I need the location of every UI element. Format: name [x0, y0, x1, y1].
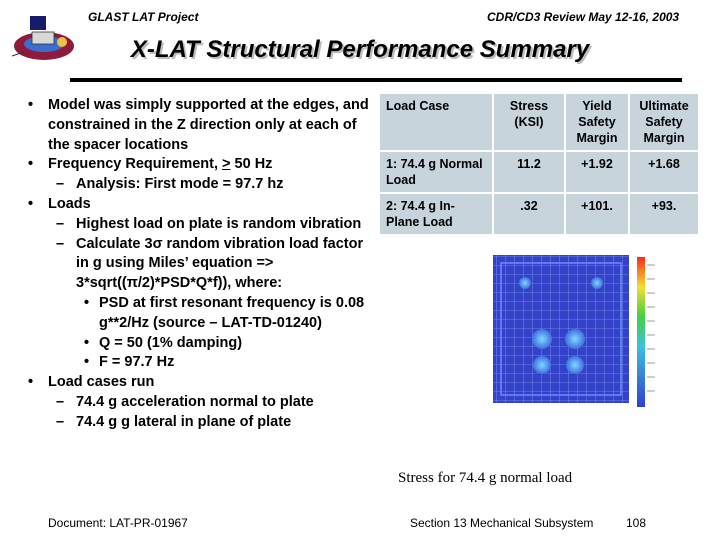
subsub-bullet-psd [28, 294, 378, 334]
table-header-cell: Ultimate Safety Margin [629, 93, 699, 151]
table-cell: .32 [493, 193, 565, 235]
sub-bullet-lateral-load [28, 413, 378, 433]
subsub-bullet-marker: • [84, 354, 90, 371]
table-header-cell: Stress (KSI) [493, 93, 565, 151]
subsub-bullet-q [28, 334, 378, 354]
footer-page-number: 108 [626, 516, 647, 530]
bullet-marker: • [28, 374, 34, 391]
sub-bullet-text: Calculate 3 [76, 235, 153, 252]
table-cell: +1.92 [565, 151, 629, 193]
plot-caption: Stress for 74.4 g normal load [398, 470, 573, 486]
footer-section: Section 13 Mechanical Subsystem [410, 516, 594, 530]
footer-document: Document: LAT-PR-01967 [48, 516, 188, 530]
table-cell: +93. [629, 193, 699, 235]
sub-bullet-highest-load [28, 215, 378, 235]
table-row [379, 151, 699, 193]
bullet-marker: • [28, 97, 34, 113]
sub-bullet-marker: – [56, 413, 65, 430]
sub-bullet-miles-equation [28, 235, 378, 294]
bullet-model-support [28, 96, 378, 155]
hotspot [532, 329, 552, 349]
table-cell: 2: 74.4 g In-Plane Load [379, 193, 493, 235]
table-cell: +1.68 [629, 151, 699, 193]
legend-ticks [647, 265, 655, 391]
bullet-frequency [28, 155, 378, 175]
sub-bullet-marker: – [56, 215, 65, 232]
subsub-bullet-text: F = 97.7 Hz [99, 354, 175, 371]
sub-bullet-text: Analysis: First mode = 97.7 hz [76, 176, 284, 193]
bullet-text: Frequency Requirement, [48, 156, 223, 173]
review-name: CDR/CD3 Review May 12-16, 2003 [487, 10, 680, 24]
ge-symbol: > [222, 156, 231, 173]
sub-bullet-marker: – [56, 393, 65, 410]
table-cell: 11.2 [493, 151, 565, 193]
logo-sail [30, 16, 46, 30]
sub-bullet-analysis [28, 175, 378, 195]
subsub-bullet-text: PSD at first resonant frequency is 0.08 g**2/Hz (source – LAT-TD-01240) [99, 294, 365, 331]
bullet-text: Load cases run [48, 374, 155, 391]
sub-bullet-marker: – [56, 235, 65, 252]
hotspot [533, 356, 551, 374]
subsub-bullet-text: Q = 50 (1% damping) [99, 334, 243, 351]
sub-bullet-text: /2)*PSD*Q*f)), where: [137, 275, 283, 292]
subsub-bullet-marker: • [84, 294, 90, 311]
bullet-text: Model was simply supported at the edges, and constrained in the Z direction only at each of the spacer locations [48, 97, 369, 153]
bullet-marker: • [28, 156, 34, 173]
table-cell: 1: 74.4 g Normal Load [379, 151, 493, 193]
pi-symbol: π [126, 275, 138, 292]
mesh-lines [493, 255, 629, 403]
sub-bullet-text: Highest load on plate is random vibration [76, 215, 362, 232]
subsub-bullet-f [28, 353, 378, 373]
hotspot [565, 329, 585, 349]
hotspot [566, 356, 584, 374]
bullet-loads [28, 195, 378, 215]
table-row [379, 193, 699, 235]
sigma-symbol: σ [152, 235, 163, 252]
sub-bullet-text: 74.4 g g lateral in plane of plate [76, 413, 292, 430]
title-rule [70, 78, 682, 82]
bullet-text: 50 Hz [230, 156, 273, 173]
hotspot [519, 277, 531, 289]
table-header-cell: Yield Safety Margin [565, 93, 629, 151]
sub-bullet-normal-load [28, 393, 378, 413]
sub-bullet-marker: – [56, 176, 65, 193]
bullet-marker: • [28, 195, 34, 212]
table-cell: +101. [565, 193, 629, 235]
bullet-list [28, 96, 378, 433]
table-header-cell: Load Case [379, 93, 493, 151]
sub-bullet-text: 74.4 g acceleration normal to plate [76, 393, 314, 410]
project-name: GLAST LAT Project [88, 10, 199, 24]
table-header-row [379, 93, 699, 151]
slide-title: X-LAT Structural Performance Summary [130, 36, 590, 63]
stress-contour-plot [487, 247, 662, 457]
subsub-bullet-marker: • [84, 334, 90, 351]
hotspot [591, 277, 603, 289]
bullet-load-cases [28, 373, 378, 393]
bullet-text: Loads [48, 195, 91, 212]
color-legend [637, 257, 645, 407]
results-table [378, 92, 700, 236]
sub-bullet-text: random vibration load factor in g using Miles’ equation => 3*sqrt(( [76, 235, 364, 292]
